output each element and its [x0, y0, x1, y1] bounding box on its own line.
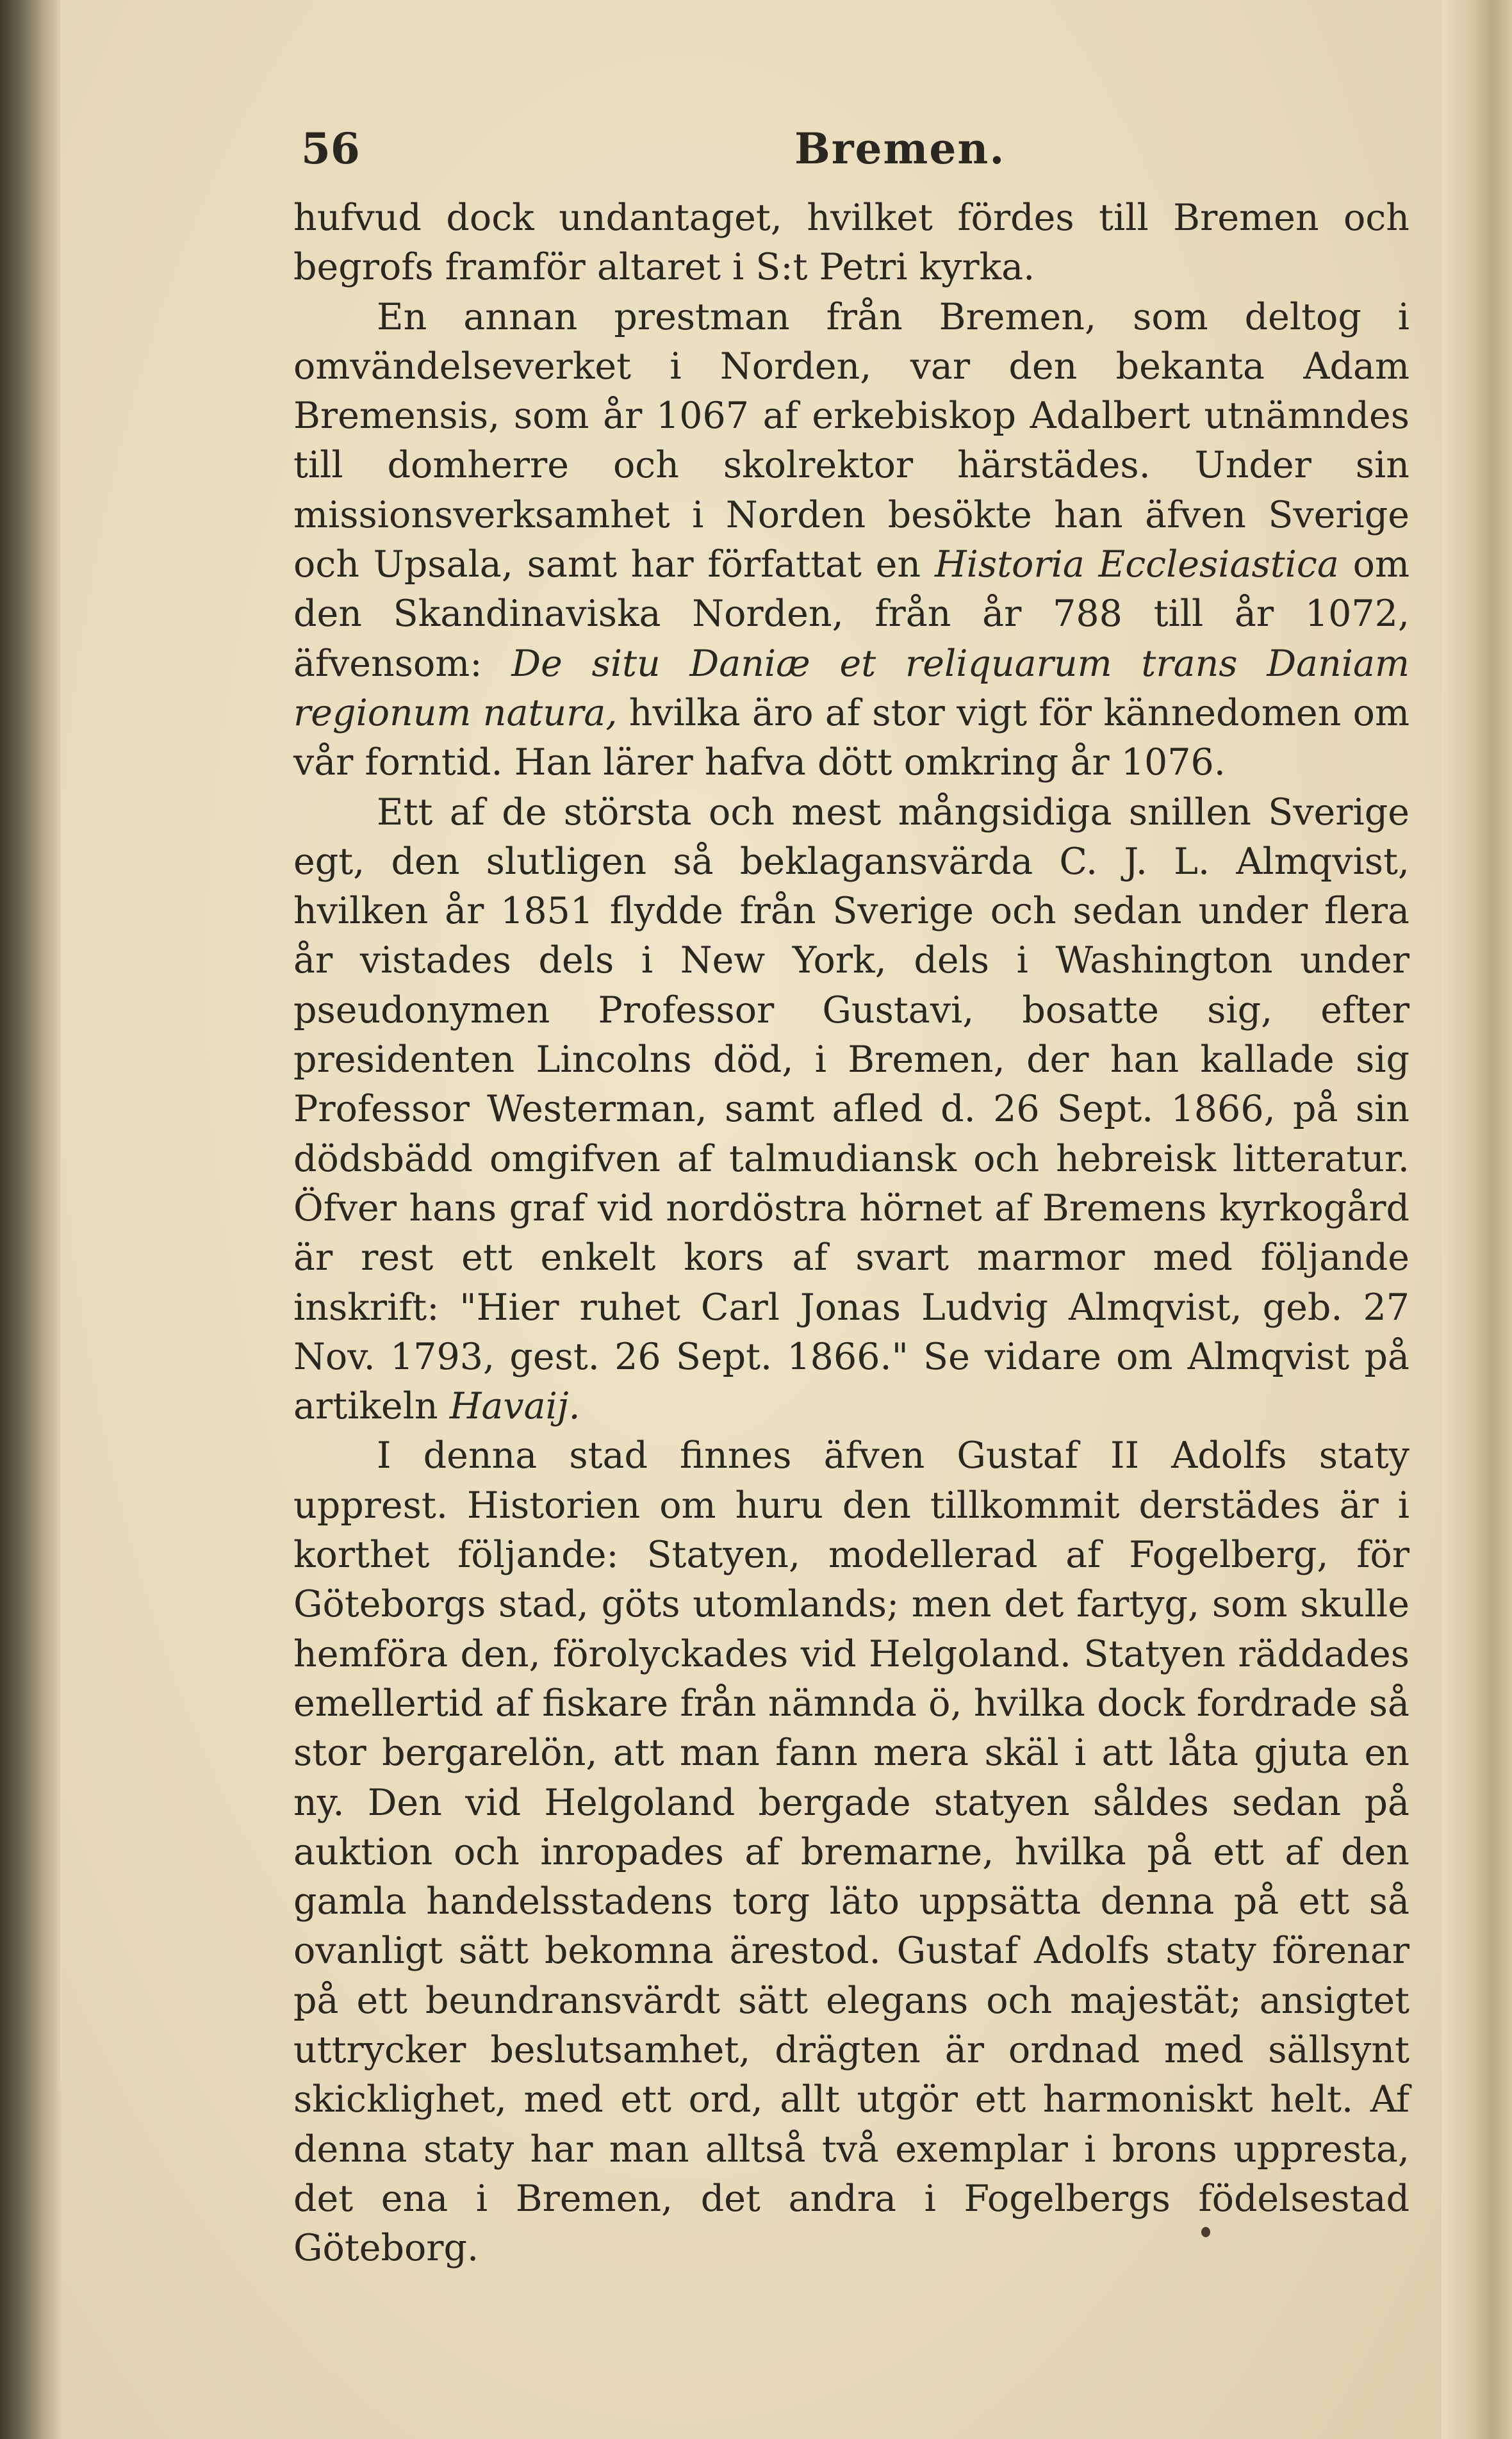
paragraph-2-text-a: En annan prestman från Bremen, som deltog i omvändelseverket i Norden, var den bekanta Adam Bremensis, som år 1067 af erkebiskop Adalbert utnämndes till domherre och skolrektor härstädes. Under sin missionsverksamhet i Norden besökte han äfven Sverige och Upsala, samt har författat en: [293, 295, 1409, 586]
page-header: [301, 123, 1461, 174]
paragraph-2-text-c: hvilka äro af stor vigt för kännedomen om vår forntid. Han lärer hafva dött omkring år 1076.: [293, 691, 1409, 784]
ink-speck: [1201, 2227, 1210, 2237]
paragraph-3: [293, 788, 1409, 1432]
paragraph-2-text-b: om den Skandinaviska Norden, från år 788 till år 1072, äfvensom:: [293, 543, 1409, 685]
paragraph-1: hufvud dock undantaget, hvilket fördes till Bremen och begrofs framför altaret i S:t Petri kyrka.: [293, 197, 1409, 289]
title-de-situ-daniae: De situ Daniæ et reliquarum trans Daniam regionum natura,: [293, 642, 1410, 734]
page-number: 56: [301, 124, 360, 174]
book-binding-gutter: [0, 0, 61, 2439]
reference-havaij: Havaij.: [449, 1385, 580, 1428]
title-historia-ecclesiastica: Historia Ecclesiastica: [934, 543, 1339, 586]
paragraph-2: [293, 293, 1409, 788]
body-text: [293, 193, 1409, 2273]
running-title: Bremen.: [794, 124, 1006, 174]
paragraph-3-text: Ett af de största och mest mångsidiga snillen Sverige egt, den slutligen så beklagansvärda C. J. L. Almqvist, hvilken år 1851 flydde från Sverige och sedan under flera år vistades dels i New York, dels i Washington under pseudonymen Professor Gustavi, bosatte sig, efter presidenten Lincolns död, i Bremen, der han kallade sig Professor Westerman, samt afled d. 26 Sept. 1866, på sin dödsbädd omgifven af talmudiansk och hebreisk litteratur. Öfver hans graf vid nordöstra hörnet af Bremens kyrkogård är rest ett enkelt kors af svart marmor med följande inskrift: "Hier ruhet Carl Jonas Ludvig Almqvist, geb. 27 Nov. 1793, gest. 26 Sept. 1866." Se vidare om Almqvist på artikeln: [293, 791, 1409, 1428]
page-edge: [1442, 0, 1512, 2439]
paragraph-4: I denna stad finnes äfven Gustaf II Adolfs staty upprest. Historien om huru den tillkommit derstädes är i korthet följande: Statyen, modellerad af Fogelberg, för Göteborgs stad, göts utomlands; men det fartyg, som skulle hemföra den, förolyckades vid Helgoland. Statyen räddades emellertid af fiskare från nämnda ö, hvilka dock fordrade så stor bergarelön, att man fann mera skäl i att låta gjuta en ny. Den vid Helgoland bergade statyen såldes sedan på auktion och inropades af bremarne, hvilka på ett af den gamla handelsstadens torg läto uppsätta denna på ett så ovanligt sätt bekomna ärestod. Gustaf Adolfs staty förenar på ett beundransvärdt sätt elegans och majestät; ansigtet uttrycker beslutsamhet, drägten är ordnad med sällsynt skicklighet, med ett ord, allt utgör ett harmoniskt helt. Af denna staty har man alltså två exemplar i brons uppresta, det ena i Bremen, det andra i Fogelbergs födelsestad Göteborg.: [293, 1434, 1409, 2270]
